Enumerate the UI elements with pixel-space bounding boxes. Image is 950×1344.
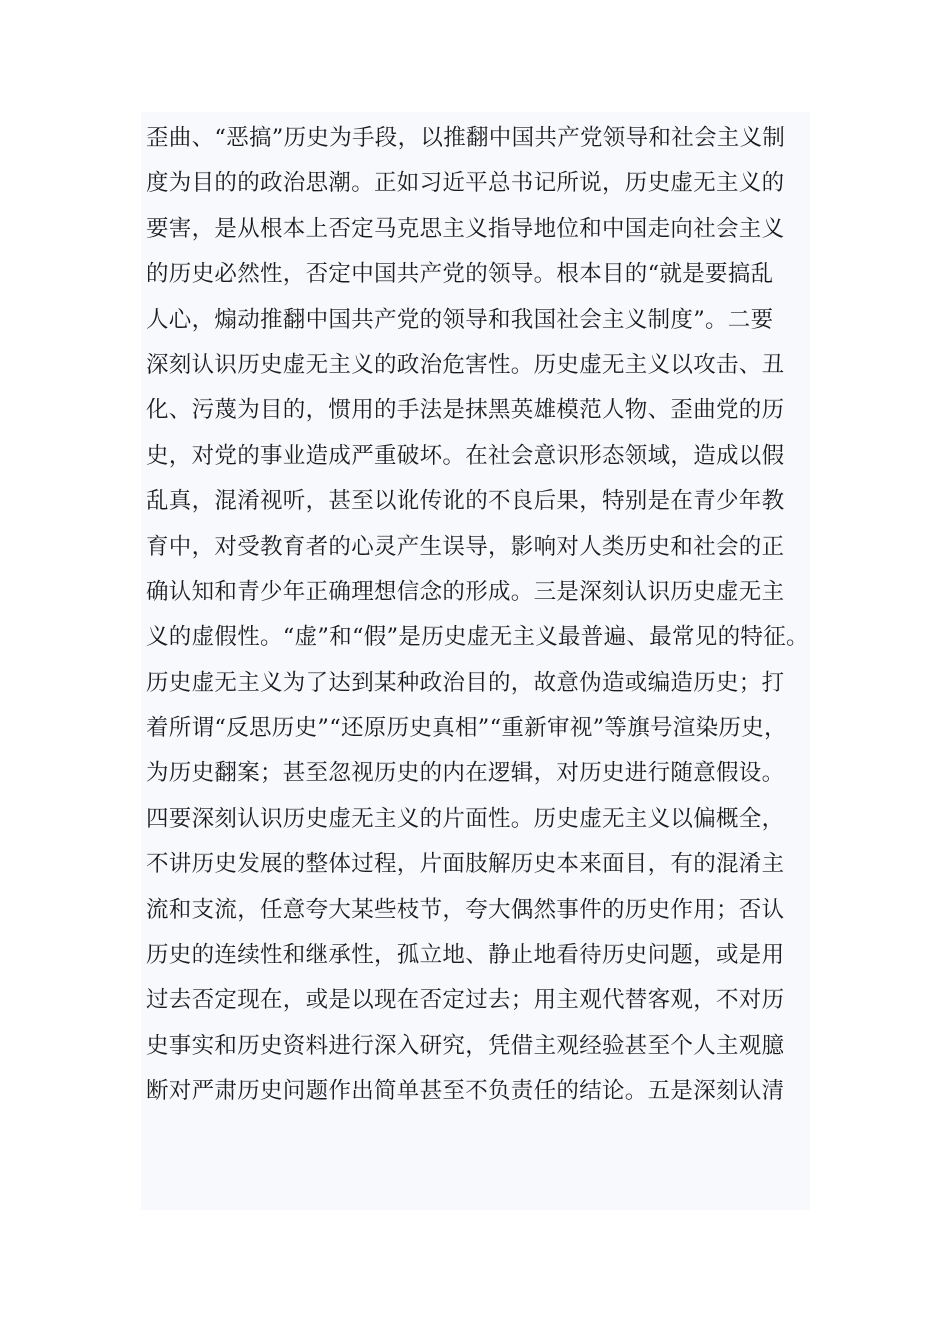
- text-line: 歪曲、“恶搞”历史为手段，以推翻中国共产党领导和社会主义制: [146, 125, 786, 151]
- text-line: 度为目的的政治思潮。正如习近平总书记所说，历史虚无主义的: [146, 170, 785, 197]
- text-line: 过去否定现在，或是以现在否定过去；用主观代替客观，不对历: [146, 987, 785, 1014]
- text-line: 深刻认识历史虚无主义的政治危害性。历史虚无主义以攻击、丑: [146, 351, 785, 378]
- text-line: 断对严肃历史问题作出简单甚至不负责任的结论。五是深刻认清: [146, 1078, 785, 1105]
- document-text-block: [141, 112, 810, 1210]
- text-line: 育中，对受教育者的心灵产生误导，影响对人类历史和社会的正: [146, 533, 785, 560]
- text-line: 确认知和青少年正确理想信念的形成。三是深刻认识历史虚无主: [146, 578, 785, 605]
- text-line: 流和支流，任意夸大某些枝节，夸大偶然事件的历史作用；否认: [146, 896, 785, 923]
- text-line: 人心，煽动推翻中国共产党的领导和我国社会主义制度”。二要: [146, 306, 774, 333]
- text-line: 四要深刻认识历史虚无主义的片面性。历史虚无主义以偏概全，: [146, 805, 785, 832]
- paragraph: [146, 116, 811, 1115]
- text-line: 的历史必然性，否定中国共产党的领导。根本目的“就是要搞乱: [146, 261, 774, 288]
- text-line: 为历史翻案；甚至忽视历史的内在逻辑，对历史进行随意假设。: [146, 760, 785, 787]
- text-line: 史，对党的事业造成严重破坏。在社会意识形态领域，造成以假: [146, 442, 785, 469]
- text-line: 历史的连续性和继承性，孤立地、静止地看待历史问题，或是用: [146, 942, 785, 969]
- text-line: 义的虚假性。“虚”和“假”是历史虚无主义最普遍、最常见的特征。: [146, 624, 809, 651]
- text-line: 着所谓“反思历史”“还原历史真相”“重新审视”等旗号渲染历史，: [146, 715, 787, 742]
- text-line: 历史虚无主义为了达到某种政治目的，故意伪造或编造历史；打: [146, 669, 785, 696]
- text-line: 史事实和历史资料进行深入研究，凭借主观经验甚至个人主观臆: [146, 1032, 785, 1059]
- text-line: 乱真，混淆视听，甚至以讹传讹的不良后果，特别是在青少年教: [146, 488, 785, 515]
- text-line: 要害，是从根本上否定马克思主义指导地位和中国走向社会主义: [146, 215, 785, 242]
- text-line: 不讲历史发展的整体过程，片面肢解历史本来面目，有的混淆主: [146, 851, 785, 878]
- text-line: 化、污蔑为目的，惯用的手法是抹黑英雄模范人物、歪曲党的历: [146, 397, 785, 424]
